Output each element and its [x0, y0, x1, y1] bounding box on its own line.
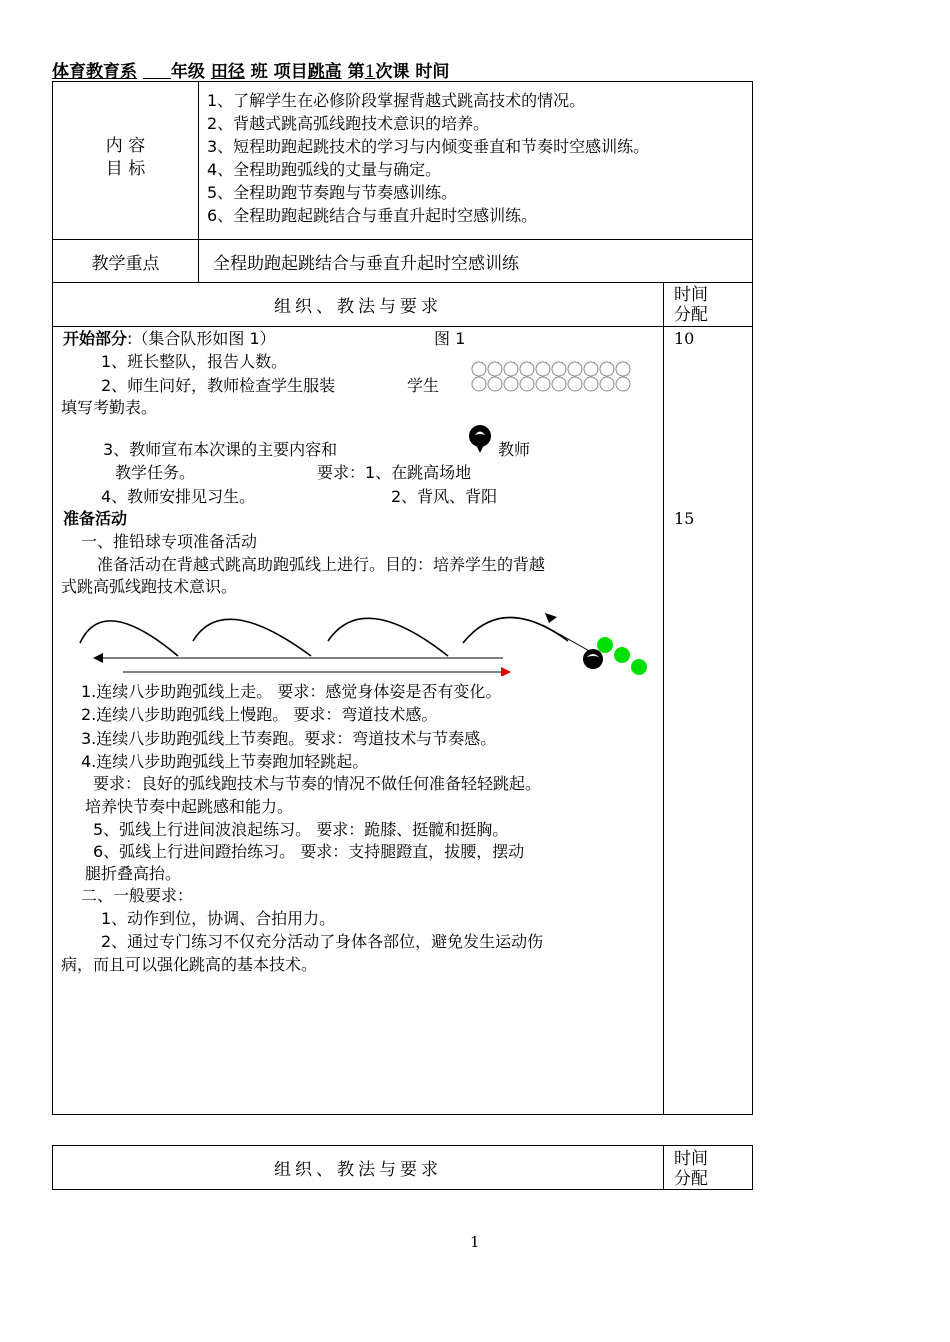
time-header-line2: 分配: [674, 305, 708, 325]
student-circle-icon: [472, 362, 486, 376]
students-formation: [471, 361, 641, 395]
approach-arrow-head: [545, 613, 557, 623]
green-ball: [614, 647, 630, 663]
formation-note: :（集合队形如图 1）: [127, 329, 276, 348]
time-header-2-line2: 分配: [674, 1168, 708, 1189]
student-circle-icon: [536, 362, 550, 376]
run-arc: [193, 619, 311, 656]
requirement-2: 2、背风、背阳: [391, 487, 498, 506]
method-content: [53, 327, 663, 1114]
prep-time: 15: [674, 509, 695, 528]
students-label: 学生: [407, 376, 440, 395]
start-section-title: 开始部分: [63, 329, 128, 348]
prep-desc-2: 式跳高弧线跑技术意识。: [61, 577, 238, 596]
grade-label: 年级: [170, 62, 205, 82]
objectives-label-cell: [53, 82, 199, 240]
prep-item-6b: 腿折叠高抬。: [85, 864, 182, 883]
lesson-suffix: 次课 时间: [375, 62, 450, 82]
objectives-list: [199, 82, 753, 240]
student-circle-icon: [568, 377, 582, 391]
drill-item-3: 3.连续八步助跑弧线上节奏跑。要求：弯道技术与节奏感。: [81, 729, 497, 748]
objective-item: 2、背越式跳高弧线跑技术意识的培养。: [207, 114, 490, 133]
grade-blank: [143, 64, 171, 79]
run-arc: [80, 621, 178, 656]
drill-item-4: 4.连续八步助跑弧线上节奏跑加轻跳起。: [81, 752, 369, 771]
prep-item-6a: 6、弧线上行进间蹬抬练习。 要求：支持腿蹬直，拔腰，摆动: [93, 842, 525, 861]
start-item-2b: 填写考勤表。: [61, 398, 158, 417]
objectives-label-line2: 目 标: [105, 158, 146, 179]
time-header-2-line1: 时间: [674, 1148, 708, 1169]
general-req-1: 1、动作到位，协调、合拍用力。: [101, 909, 336, 928]
time-header: [664, 283, 753, 327]
general-req-2b: 病，而且可以强化跳高的基本技术。: [61, 955, 318, 974]
drill-requirement-b: 培养快节奏中起跳感和能力。: [85, 797, 294, 816]
start-section-line: [63, 328, 276, 350]
student-circle-icon: [600, 377, 614, 391]
student-circle-icon: [504, 377, 518, 391]
student-circle-icon: [552, 377, 566, 391]
prep-sub-2: 二、一般要求：: [81, 886, 194, 905]
start-item-4: 4、教师安排见习生。: [101, 487, 256, 506]
method-header-2: 组织、教法与要求: [53, 1146, 664, 1190]
start-item-2a: 2、师生问好，教师检查学生服装: [101, 376, 336, 395]
dept-name: 体育教育系: [52, 62, 137, 82]
student-circle-icon: [520, 377, 534, 391]
student-circle-icon: [472, 377, 486, 391]
arc-run-diagram: [73, 601, 653, 676]
objective-item: 1、了解学生在必修阶段掌握背越式跳高技术的情况。: [207, 91, 586, 110]
project-name: 跳高: [307, 62, 342, 82]
lesson-prefix: 第: [347, 62, 365, 82]
lesson-plan-table: [52, 81, 753, 1115]
focus-label: 教学重点: [53, 240, 199, 283]
time-header-line1: 时间: [674, 285, 708, 305]
time-allocation-cell: [664, 327, 753, 1115]
time-header-2: [664, 1146, 753, 1190]
green-ball: [597, 637, 613, 653]
objective-item: 4、全程助跑弧线的丈量与确定。: [207, 160, 442, 179]
student-circle-icon: [616, 362, 630, 376]
runner-icon: [583, 649, 603, 669]
start-time: 10: [674, 329, 695, 348]
prep-section-title: 准备活动: [63, 509, 128, 528]
general-req-2a: 2、通过专门练习不仅充分活动了身体各部位，避免发生运动伤: [101, 932, 544, 951]
student-circle-icon: [616, 377, 630, 391]
objective-item: 5、全程助跑节奏跑与节奏感训练。: [207, 183, 458, 202]
student-circle-icon: [584, 362, 598, 376]
student-circle-icon: [488, 362, 502, 376]
right-arrow-head: [501, 667, 511, 676]
objective-item: 6、全程助跑起跳结合与垂直升起时空感训练。: [207, 206, 538, 225]
class-name: 田径: [210, 62, 245, 82]
start-item-3a: 3、教师宣布本次课的主要内容和: [103, 440, 338, 459]
student-circle-icon: [600, 362, 614, 376]
prep-desc-1: 准备活动在背越式跳高助跑弧线上进行。目的：培养学生的背越: [97, 555, 546, 574]
next-page-table-header: [52, 1145, 753, 1190]
prep-sub-1: 一、推铅球专项准备活动: [81, 532, 258, 551]
objective-item: 3、短程助跑起跳技术的学习与内倾变垂直和节奏时空感训练。: [207, 137, 650, 156]
prep-item-5: 5、弧线上行进间波浪起练习。 要求：跪膝、挺髋和挺胸。: [93, 820, 509, 839]
student-circle-icon: [584, 377, 598, 391]
teacher-icon: [467, 423, 497, 455]
student-circle-icon: [536, 377, 550, 391]
drill-requirement-a: 要求：良好的弧线跑技术与节奏的情况不做任何准备轻轻跳起。: [93, 774, 542, 793]
method-content-cell: [53, 327, 664, 1115]
student-circle-icon: [504, 362, 518, 376]
student-circle-icon: [568, 362, 582, 376]
teacher-label: 教师: [498, 440, 531, 459]
figure-label: 图 1: [434, 329, 466, 348]
drill-item-2: 2.连续八步助跑弧线上慢跑。 要求：弯道技术感。: [81, 705, 438, 724]
class-label: 班 项目: [250, 62, 308, 82]
method-header: 组织、教法与要求: [53, 283, 664, 327]
page-number: 1: [470, 1233, 480, 1251]
requirement-1: 要求：1、在跳高场地: [317, 463, 472, 482]
drill-item-1: 1.连续八步助跑弧线上走。 要求：感觉身体姿是否有变化。: [81, 682, 502, 701]
lesson-number: 1: [364, 62, 376, 82]
lesson-title-line: [52, 57, 449, 82]
run-arc: [328, 618, 448, 656]
student-circle-icon: [488, 377, 502, 391]
focus-text: 全程助跑起跳结合与垂直升起时空感训练: [199, 240, 753, 283]
student-circle-icon: [520, 362, 534, 376]
green-ball: [631, 659, 647, 675]
objectives-label-line1: 内 容: [105, 135, 146, 156]
student-circle-icon: [552, 362, 566, 376]
left-arrow-head: [93, 653, 103, 663]
start-item-1: 1、班长整队，报告人数。: [101, 352, 288, 371]
approach-line: [543, 625, 593, 653]
start-item-3b: 教学任务。: [115, 463, 196, 482]
